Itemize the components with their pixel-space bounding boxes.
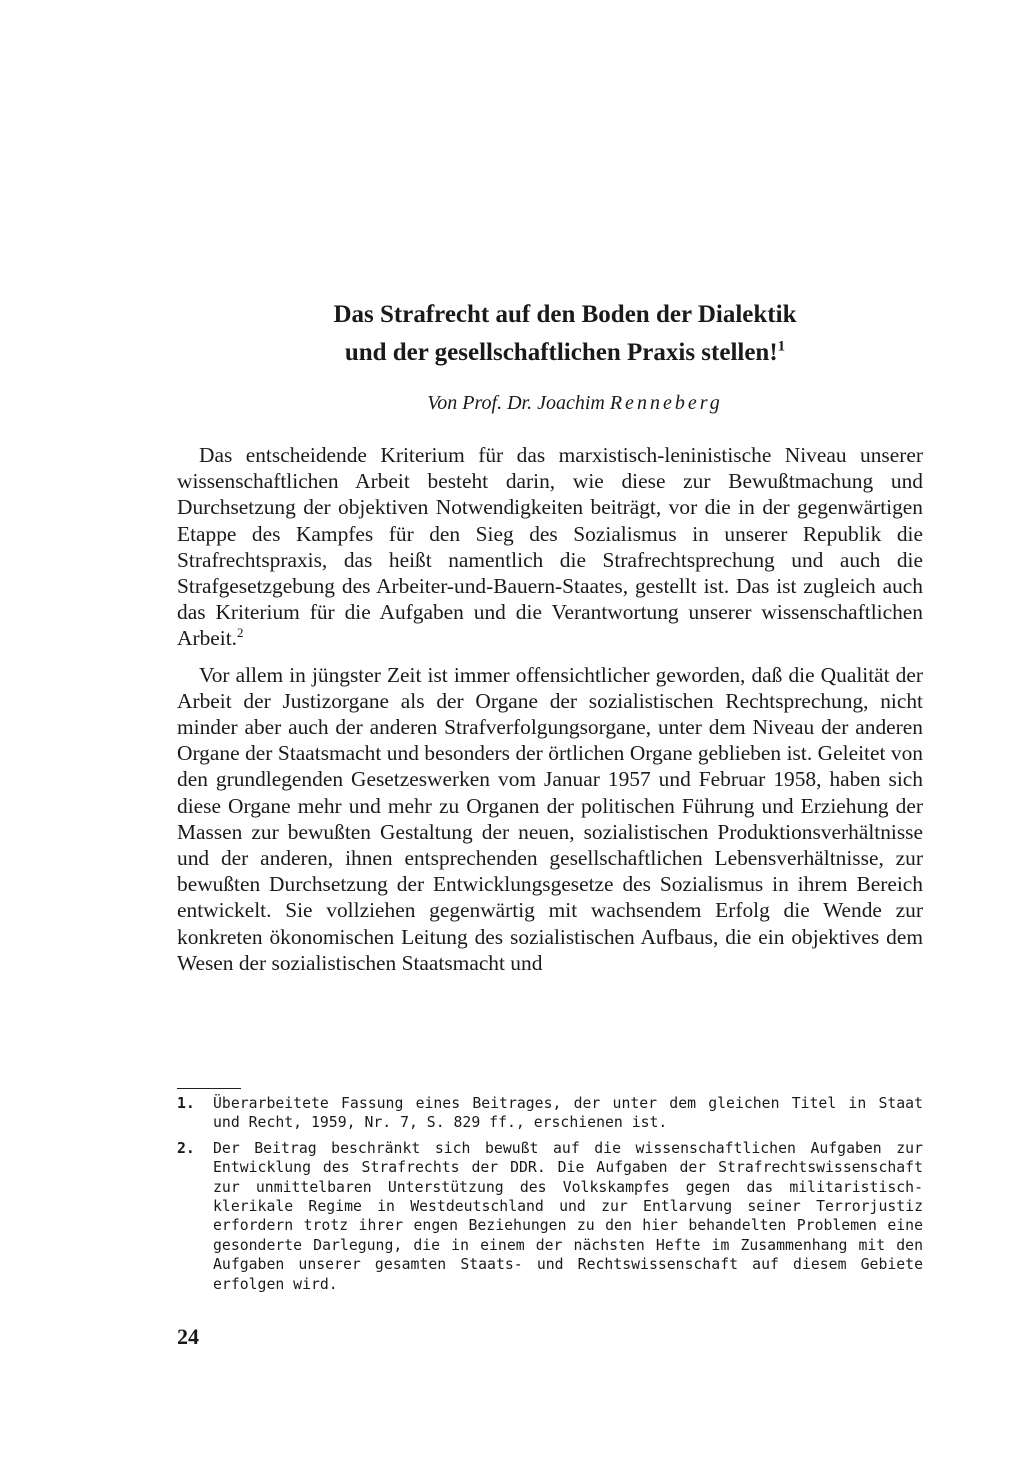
footnote: [177, 1139, 923, 1294]
footnote-text: Überarbeitete Fassung eines Beitrages, der unter dem gleichen Titel in Staat und Recht, 1959, Nr. 7, S. 829 ff., erschienen ist.: [213, 1095, 923, 1132]
footnote-number: 2.: [177, 1139, 195, 1157]
footnote-number: 1.: [177, 1095, 195, 1112]
article-body: [177, 442, 923, 986]
paragraph: [177, 662, 923, 976]
paragraph: [177, 442, 923, 652]
title-footnote-mark: 1: [777, 338, 786, 355]
footnote-reference: 2: [237, 625, 244, 641]
page-number: 24: [177, 1324, 199, 1349]
footnote-divider: [177, 1088, 241, 1089]
footnote-text: Der Beitrag beschränkt sich bewußt auf die wissenschaftlichen Aufgaben zur Entwicklung des Strafrechts der DDR. Die Aufgaben der Strafrechtswissenschaft zur unmittelbaren Unterstützung des Volkskampfes gegen das militaristisch-klerikale Regime in Westdeutschland und zur Entlarvung seiner Terrorjustiz erfordern trotz ihrer engen Beziehungen zu den hier behandelten Problemen eine gesonderte Darlegung, die in einem der nächsten Hefte im Zusammenhang mit den Aufgaben unserer gesamten Staats- und Rechtswissenschaft auf diesem Gebiete erfolgen wird.: [213, 1139, 923, 1293]
author-name: Renneberg: [609, 392, 723, 414]
author-byline: [200, 392, 950, 415]
footnote: [177, 1094, 923, 1133]
paragraph-text: Das entscheidende Kriterium für das marxistisch-leninistische Niveau unserer wissenschaftlichen Arbeit besteht darin, wie diese zur Bewußtmachung und Durchsetzung der objektiven Notwendigkeiten beiträgt, vor die in der gegenwärtigen Etappe des Kampfes für den Sieg des Sozialismus in unserer Republik die Strafrechtspraxis, das heißt namentlich die Strafrechtsprechung und auch die Strafgesetzgebung des Arbeiter-und-Bauern-Staates, gestellt ist. Das ist zugleich auch das Kriterium für die Aufgaben und die Verantwortung unserer wissenschaftlichen Arbeit.: [177, 443, 923, 651]
article-title: [200, 296, 930, 372]
article-title-line1: Das Strafrecht auf den Boden der Dialektik: [333, 301, 797, 328]
paragraph-text: Vor allem in jüngster Zeit ist immer offensichtlicher geworden, daß die Qualität der Arbeit der Justizorgane als der Organe der sozialistischen Rechtsprechung, nicht minder aber auch der anderen Strafverfolgungsorgane, unter dem Niveau der anderen Organe der Staatsmacht und besonders der örtlichen Organe geblieben ist. Geleitet von den grundlegenden Gesetzeswerken vom Januar 1957 und Februar 1958, haben sich diese Organe mehr und mehr zu Organen der politischen Führung und Erziehung der Massen zur bewußten Gestaltung der neuen, sozialistischen Produktionsverhältnisse und der anderen, ihnen entsprechenden gesellschaftlichen Lebensverhältnisse, zur bewußten Durchsetzung der Entwicklungsgesetze des Sozialismus in ihrem Bereich entwickelt. Sie vollziehen gegenwärtig mit wachsendem Erfolg die Wende zur konkreten ökonomischen Leitung des sozialistischen Aufbaus, die ein objektives dem Wesen der sozialistischen Staatsmacht und: [177, 662, 923, 975]
footnotes: [177, 1094, 923, 1300]
article-title-line2: und der gesellschaftlichen Praxis stellen!: [344, 339, 778, 366]
byline-prefix: Von Prof. Dr. Joachim: [427, 392, 605, 414]
